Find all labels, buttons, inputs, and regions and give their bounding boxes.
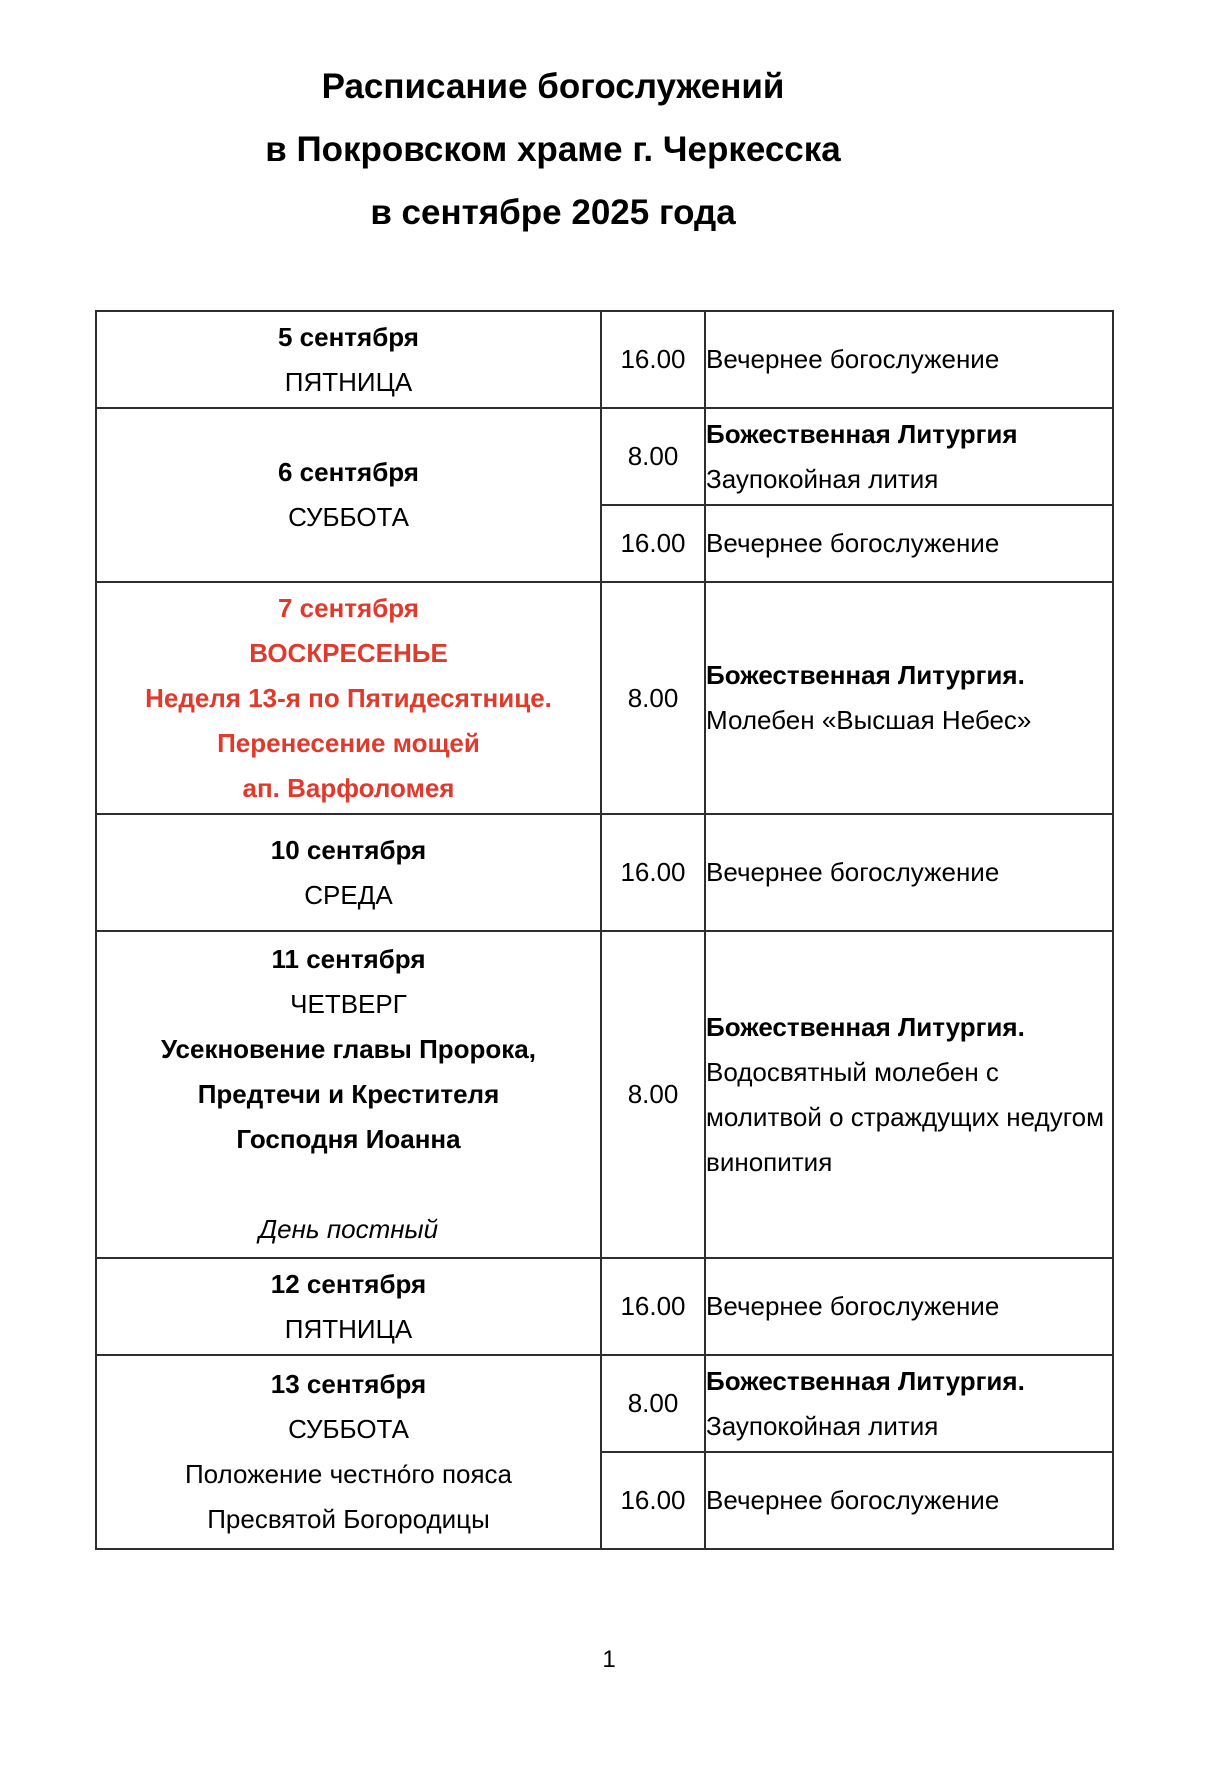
day-of-week-line: СРЕДА — [304, 879, 393, 910]
day-of-week-line: ЧЕТВЕРГ — [290, 989, 407, 1019]
service-cell — [705, 582, 1113, 814]
service-line: Вечернее богослужение — [706, 344, 1000, 374]
service-line: Божественная Литургия. — [706, 660, 1025, 690]
table-row — [96, 311, 1113, 408]
time-cell: 16.00 — [601, 505, 705, 582]
service-cell — [705, 505, 1113, 582]
feast-line: ап. Варфоломея — [242, 772, 455, 803]
table-row — [96, 408, 1113, 505]
service-line: Вечернее богослужение — [706, 1485, 1000, 1515]
spacer-line — [97, 1162, 600, 1207]
schedule-table — [95, 310, 1114, 1550]
page-title — [0, 55, 1106, 244]
title-line-2: в Покровском храме г. Черкесска — [265, 130, 841, 169]
time-cell: 8.00 — [601, 1355, 705, 1452]
title-line-3: в сентябре 2025 года — [370, 193, 736, 232]
feast-line: Усекновение главы Пророка, — [160, 1034, 536, 1064]
time-cell: 16.00 — [601, 1258, 705, 1355]
feast-line: Пресвятой Богородицы — [207, 1504, 490, 1534]
date-line: 5 сентября — [278, 321, 419, 352]
time-cell: 8.00 — [601, 582, 705, 814]
time-cell: 16.00 — [601, 311, 705, 408]
time-cell: 16.00 — [601, 814, 705, 931]
day-of-week-line: СУББОТА — [288, 502, 409, 532]
service-line: Вечернее богослужение — [706, 857, 1000, 887]
service-line: Заупокойная лития — [706, 1410, 939, 1441]
day-of-week-line: СУББОТА — [288, 1414, 409, 1444]
feast-line: Господня Иоанна — [236, 1124, 461, 1154]
service-line: Божественная Литургия. — [706, 1011, 1025, 1042]
day-of-week-line: ВОСКРЕСЕНЬЕ — [249, 637, 448, 668]
service-line: Божественная Литургия — [706, 418, 1018, 449]
service-line: Водосвятный молебен с молитвой о страждущих недугом винопития — [706, 1056, 1104, 1177]
service-cell — [705, 311, 1113, 408]
feast-line: Неделя 13-я по Пятидесятнице. — [145, 682, 552, 713]
time-cell: 8.00 — [601, 408, 705, 505]
title-line-1: Расписание богослужений — [321, 67, 785, 106]
page-number: 1 — [602, 1646, 616, 1673]
table-row-sunday — [96, 582, 1113, 814]
service-cell — [705, 931, 1113, 1258]
service-line: Заупокойная лития — [706, 463, 939, 494]
feast-line: Перенесение мощей — [217, 727, 480, 758]
time-cell: 16.00 — [601, 1452, 705, 1549]
table-row — [96, 931, 1113, 1258]
day-of-week-line: ПЯТНИЦА — [284, 1313, 413, 1344]
service-cell — [705, 408, 1113, 505]
date-line: 12 сентября — [270, 1268, 427, 1299]
service-line: Вечернее богослужение — [706, 528, 1000, 558]
date-cell — [96, 1355, 601, 1549]
feast-line: Положение честно́го пояса — [184, 1459, 513, 1489]
service-cell — [705, 814, 1113, 931]
time-cell: 8.00 — [601, 931, 705, 1258]
date-cell — [96, 931, 601, 1258]
table-row — [96, 814, 1113, 931]
table-row — [96, 1258, 1113, 1355]
date-cell — [96, 1258, 601, 1355]
service-cell — [705, 1355, 1113, 1452]
date-line: 7 сентября — [278, 592, 419, 623]
date-line: 13 сентября — [270, 1369, 427, 1399]
service-cell — [705, 1452, 1113, 1549]
service-line: Молебен «Высшая Небес» — [706, 705, 1032, 735]
service-cell — [705, 1258, 1113, 1355]
date-cell — [96, 408, 601, 582]
date-cell — [96, 814, 601, 931]
table-row — [96, 1355, 1113, 1452]
date-cell — [96, 311, 601, 408]
service-line: Божественная Литургия. — [706, 1365, 1025, 1396]
day-of-week-line: ПЯТНИЦА — [284, 366, 413, 397]
service-line: Вечернее богослужение — [706, 1291, 1000, 1321]
date-line: 10 сентября — [270, 834, 427, 865]
feast-line: Предтечи и Крестителя — [197, 1079, 500, 1109]
date-line: 6 сентября — [278, 457, 419, 487]
fast-day-note: День постный — [258, 1214, 439, 1244]
date-line: 11 сентября — [271, 944, 426, 974]
date-cell — [96, 582, 601, 814]
